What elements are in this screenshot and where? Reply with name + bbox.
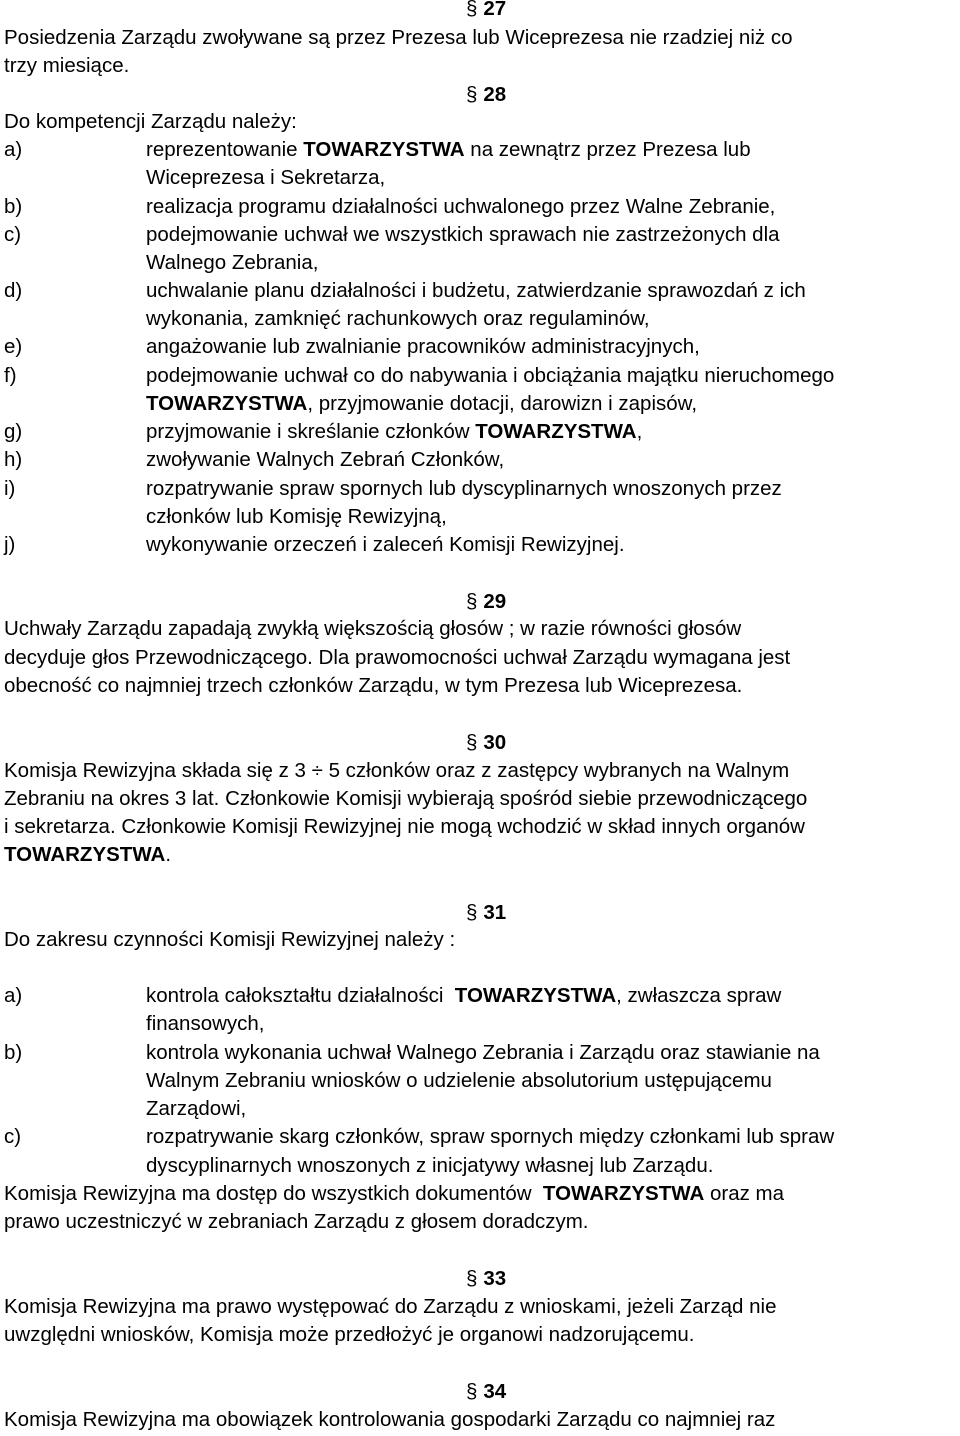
org-name: TOWARZYSTWA [146, 392, 308, 415]
list-item-line: Walnym Zebraniu wniosków o udzielenie absolutorium ustępującemu [146, 1069, 772, 1092]
section-heading-28: § 28 [466, 83, 507, 106]
org-name: TOWARZYSTWA [542, 1182, 705, 1205]
list-item-line: TOWARZYSTWA, przyjmowanie dotacji, darowizn i zapisów, [146, 392, 698, 415]
section-sign-icon: § [466, 0, 478, 20]
section-sign-icon: § [466, 1267, 478, 1290]
org-name: TOWARZYSTWA [4, 843, 166, 866]
list-item-line: Wiceprezesa i Sekretarza, [146, 166, 386, 189]
list-item-line: finansowych, [146, 1012, 265, 1035]
list-item-line: wykonywanie orzeczeń i zaleceń Komisji Rewizyjnej. [146, 533, 625, 556]
paragraph-line: prawo uczestniczyć w zebraniach Zarządu z głosem doradczym. [4, 1210, 589, 1233]
list-item-line: uchwalanie planu działalności i budżetu, zatwierdzanie sprawozdań z ich [146, 279, 806, 302]
paragraph-line: decyduje głos Przewodniczącego. Dla prawomocności uchwał Zarządu wymagana jest [4, 646, 791, 669]
list-label: a) [4, 984, 23, 1007]
list-label: c) [4, 223, 22, 246]
section-heading-27: § 27 [466, 0, 506, 22]
section-sign-icon: § [466, 590, 478, 613]
list-label: c) [4, 1125, 22, 1148]
list-item-line: rozpatrywanie skarg członków, spraw spornych między członkami lub spraw [146, 1125, 835, 1148]
paragraph-line: Komisja Rewizyjna ma prawo występować do Zarządu z wnioskami, jeżeli Zarząd nie [4, 1295, 777, 1318]
list-item-line: podejmowanie uchwał we wszystkich sprawach nie zastrzeżonych dla [146, 223, 780, 246]
list-item-line: kontrola wykonania uchwał Walnego Zebrania i Zarządu oraz stawianie na [146, 1041, 820, 1064]
paragraph-line: Uchwały Zarządu zapadają zwykłą większością głosów ; w razie równości głosów [4, 617, 742, 640]
paragraph-line: Komisja Rewizyjna składa się z 3 ÷ 5 członków oraz z zastępcy wybranych na Walnym [4, 759, 790, 782]
list-item-line: reprezentowanie TOWARZYSTWA na zewnątrz przez Prezesa lub [146, 138, 751, 161]
org-name: TOWARZYSTWA [475, 420, 637, 443]
paragraph-line: Komisja Rewizyjna ma dostęp do wszystkich dokumentów TOWARZYSTWA oraz ma [4, 1182, 785, 1205]
list-item-line: zwoływanie Walnych Zebrań Członków, [146, 448, 505, 471]
org-name: TOWARZYSTWA [454, 984, 617, 1007]
section-heading-29: § 29 [466, 590, 507, 613]
list-label: b) [4, 195, 23, 218]
list-label: d) [4, 279, 23, 302]
list-label: a) [4, 138, 23, 161]
list-item-line: podejmowanie uchwał co do nabywania i obciążania majątku nieruchomego [146, 364, 835, 387]
section-sign-icon: § [466, 1380, 478, 1403]
paragraph-line: uwzględni wniosków, Komisja może przedłożyć je organowi nadzorującemu. [4, 1323, 695, 1346]
paragraph-line: obecność co najmniej trzech członków Zarządu, w tym Prezesa lub Wiceprezesa. [4, 674, 743, 697]
list-intro: Do zakresu czynności Komisji Rewizyjnej należy : [4, 928, 456, 951]
list-item-line: przyjmowanie i skreślanie członków TOWARZYSTWA, [146, 420, 643, 443]
section-sign-icon: § [466, 731, 478, 754]
paragraph-line: Zebraniu na okres 3 lat. Członkowie Komisji wybierają spośród siebie przewodniczącego [4, 787, 808, 810]
list-label: f) [4, 364, 17, 387]
list-item-line: wykonania, zamknięć rachunkowych oraz regulaminów, [146, 307, 650, 330]
list-label: g) [4, 420, 23, 443]
list-item-line: realizacja programu działalności uchwalonego przez Walne Zebranie, [146, 195, 776, 218]
paragraph-line: i sekretarza. Członkowie Komisji Rewizyjnej nie mogą wchodzić w skład innych organów [4, 815, 805, 838]
list-item-line: rozpatrywanie spraw spornych lub dyscyplinarnych wnoszonych przez [146, 477, 782, 500]
list-item-line: członków lub Komisję Rewizyjną, [146, 505, 447, 528]
section-heading-31: § 31 [466, 901, 507, 924]
section-heading-33: § 33 [466, 1267, 507, 1290]
list-label: h) [4, 448, 23, 471]
paragraph-line: Posiedzenia Zarządu zwoływane są przez Prezesa lub Wiceprezesa nie rzadziej niż co [4, 26, 793, 49]
list-label: i) [4, 477, 16, 500]
list-intro: Do kompetencji Zarządu należy: [4, 110, 297, 133]
list-item-line: Zarządowi, [146, 1097, 247, 1120]
section-heading-30: § 30 [466, 731, 507, 754]
section-heading-34: § 34 [466, 1380, 507, 1403]
paragraph-line: trzy miesiące. [4, 54, 130, 77]
list-item-line: Walnego Zebrania, [146, 251, 319, 274]
section-sign-icon: § [466, 901, 478, 924]
list-label: j) [4, 533, 16, 556]
list-label: e) [4, 335, 23, 358]
list-item-line: angażowanie lub zwalnianie pracowników administracyjnych, [146, 335, 700, 358]
org-name: TOWARZYSTWA [303, 138, 465, 161]
list-item-line: kontrola całokształtu działalności TOWARZYSTWA, zwłaszcza spraw [146, 984, 782, 1007]
section-sign-icon: § [466, 83, 478, 106]
list-label: b) [4, 1041, 23, 1064]
paragraph-line: TOWARZYSTWA. [4, 843, 172, 866]
list-item-line: dyscyplinarnych wnoszonych z inicjatywy własnej lub Zarządu. [146, 1154, 714, 1177]
paragraph-line: Komisja Rewizyjna ma obowiązek kontrolowania gospodarki Zarządu co najmniej raz [4, 1408, 776, 1431]
